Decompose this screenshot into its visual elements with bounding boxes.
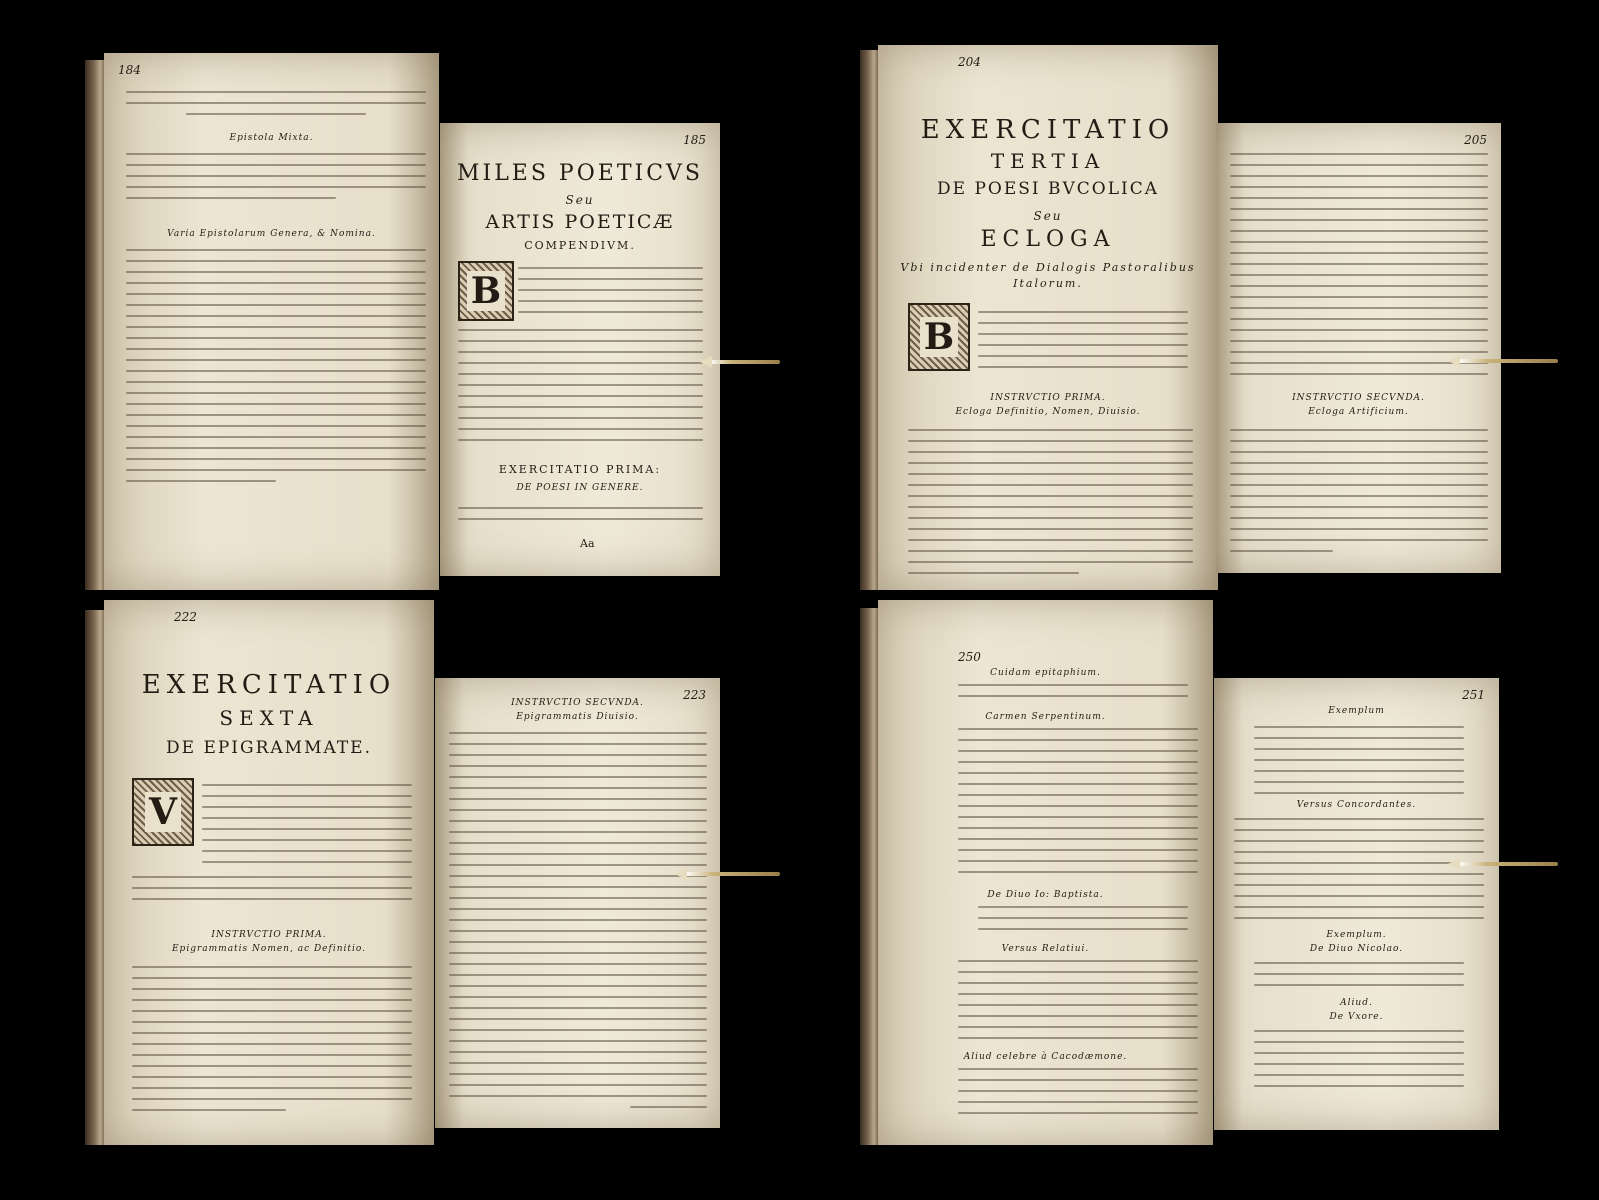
text-block [1234, 818, 1484, 928]
text-block [1254, 1030, 1464, 1096]
instruction-heading: INSTRVCTIO SECVNDA. [511, 698, 644, 708]
title: EXERCITATIO [141, 670, 397, 700]
title: ECLOGA [980, 227, 1116, 252]
book-edge [860, 50, 880, 590]
page-number: 184 [118, 63, 141, 77]
instruction-subheading: Ecloga Artificium. [1308, 407, 1409, 417]
title-seu: Seu [1033, 209, 1063, 223]
title: SEXTA [219, 706, 319, 730]
text-block [1230, 429, 1488, 561]
text-block [126, 91, 426, 124]
heading: De Vxore. [1329, 1012, 1384, 1022]
heading: Exemplum. [1326, 930, 1387, 940]
initial-letter: B [467, 271, 505, 311]
text-block [126, 153, 426, 208]
title: ARTIS POETICÆ [485, 211, 675, 233]
photo-panel-3 [80, 600, 780, 1145]
text-block [132, 876, 412, 909]
right-page [435, 678, 720, 1128]
instruction-heading: INSTRVCTIO SECVNDA. [1292, 393, 1425, 403]
subheading: Varia Epistolarum Genera, & Nomina. [167, 229, 376, 239]
left-page [104, 53, 439, 590]
text-block [958, 960, 1198, 1048]
heading: Versus Concordantes. [1296, 800, 1417, 810]
text-block [958, 728, 1198, 882]
right-page [1216, 123, 1501, 573]
page-number: 222 [174, 610, 197, 624]
page-number: 250 [958, 650, 981, 664]
text-block [202, 784, 412, 872]
instruction-heading: INSTRVCTIO PRIMA. [211, 930, 327, 940]
left-page [878, 45, 1218, 590]
instruction-subheading: Epigrammatis Nomen, ac Definitio. [171, 944, 367, 954]
text-block [978, 311, 1188, 377]
text-block [978, 906, 1188, 939]
heading: Aliud. [1340, 998, 1373, 1008]
book-edge [860, 608, 880, 1145]
text-block [958, 684, 1188, 706]
photo-panel-2 [858, 45, 1558, 590]
instruction-subheading: Epigrammatis Diuisio. [516, 712, 639, 722]
pointer-needle [1458, 359, 1558, 363]
heading: Cuidam epitaphium. [990, 668, 1101, 678]
photo-panel-4 [858, 600, 1558, 1145]
heading: Versus Relatiui. [1001, 944, 1090, 954]
text-block [1254, 726, 1464, 803]
left-page [104, 600, 434, 1145]
initial-letter: V [145, 792, 181, 832]
text-block [1254, 962, 1464, 995]
heading: Carmen Serpentinum. [985, 712, 1106, 722]
text-block [958, 1068, 1198, 1123]
pointer-needle [685, 872, 780, 876]
text-block [518, 267, 703, 322]
left-page [878, 600, 1213, 1145]
heading: De Diuo Io: Baptista. [987, 890, 1104, 900]
title: COMPENDIVM. [524, 239, 636, 252]
pointer-needle [1458, 862, 1558, 866]
heading: Aliud celebre à Cacodæmone. [963, 1052, 1128, 1062]
title-seu: Seu [565, 193, 595, 207]
heading: Exemplum [1328, 706, 1385, 716]
title: DE POESI BVCOLICA [937, 179, 1159, 199]
instruction-heading: INSTRVCTIO PRIMA. [990, 393, 1106, 403]
right-page [440, 123, 720, 576]
text-block [458, 507, 703, 529]
heading: De Diuo Nicolao. [1309, 944, 1404, 954]
section-subheading: DE POESI IN GENERE. [516, 483, 644, 493]
subtitle: Vbi incidenter de Dialogis Pastoralibus [900, 261, 1196, 274]
title: EXERCITATIO [920, 115, 1176, 145]
page-number: 251 [1462, 688, 1485, 702]
heading: Epistola Mixta. [229, 133, 314, 143]
decorated-initial [132, 778, 194, 846]
photo-panel-1 [80, 45, 780, 590]
title: DE EPIGRAMMATE. [166, 738, 372, 758]
pointer-needle [710, 360, 780, 364]
subtitle: Italorum. [1013, 277, 1083, 290]
text-block [908, 429, 1193, 583]
title: MILES POETICVS [456, 161, 703, 186]
decorated-initial [458, 261, 514, 321]
title: TERTIA [990, 149, 1106, 173]
text-block [132, 966, 412, 1120]
page-number: 185 [683, 133, 706, 147]
page-number: 223 [683, 688, 706, 702]
decorated-initial [908, 303, 970, 371]
page-number: 204 [958, 55, 981, 69]
signature-mark: Aa [580, 537, 595, 550]
text-block [449, 732, 707, 1117]
instruction-subheading: Ecloga Definitio, Nomen, Diuisio. [955, 407, 1141, 417]
section-heading: EXERCITATIO PRIMA: [498, 463, 662, 476]
initial-letter: B [920, 317, 958, 357]
right-page [1214, 678, 1499, 1130]
text-block [126, 249, 426, 491]
page-number: 205 [1464, 133, 1487, 147]
text-block [458, 329, 703, 450]
text-block [1230, 153, 1488, 384]
